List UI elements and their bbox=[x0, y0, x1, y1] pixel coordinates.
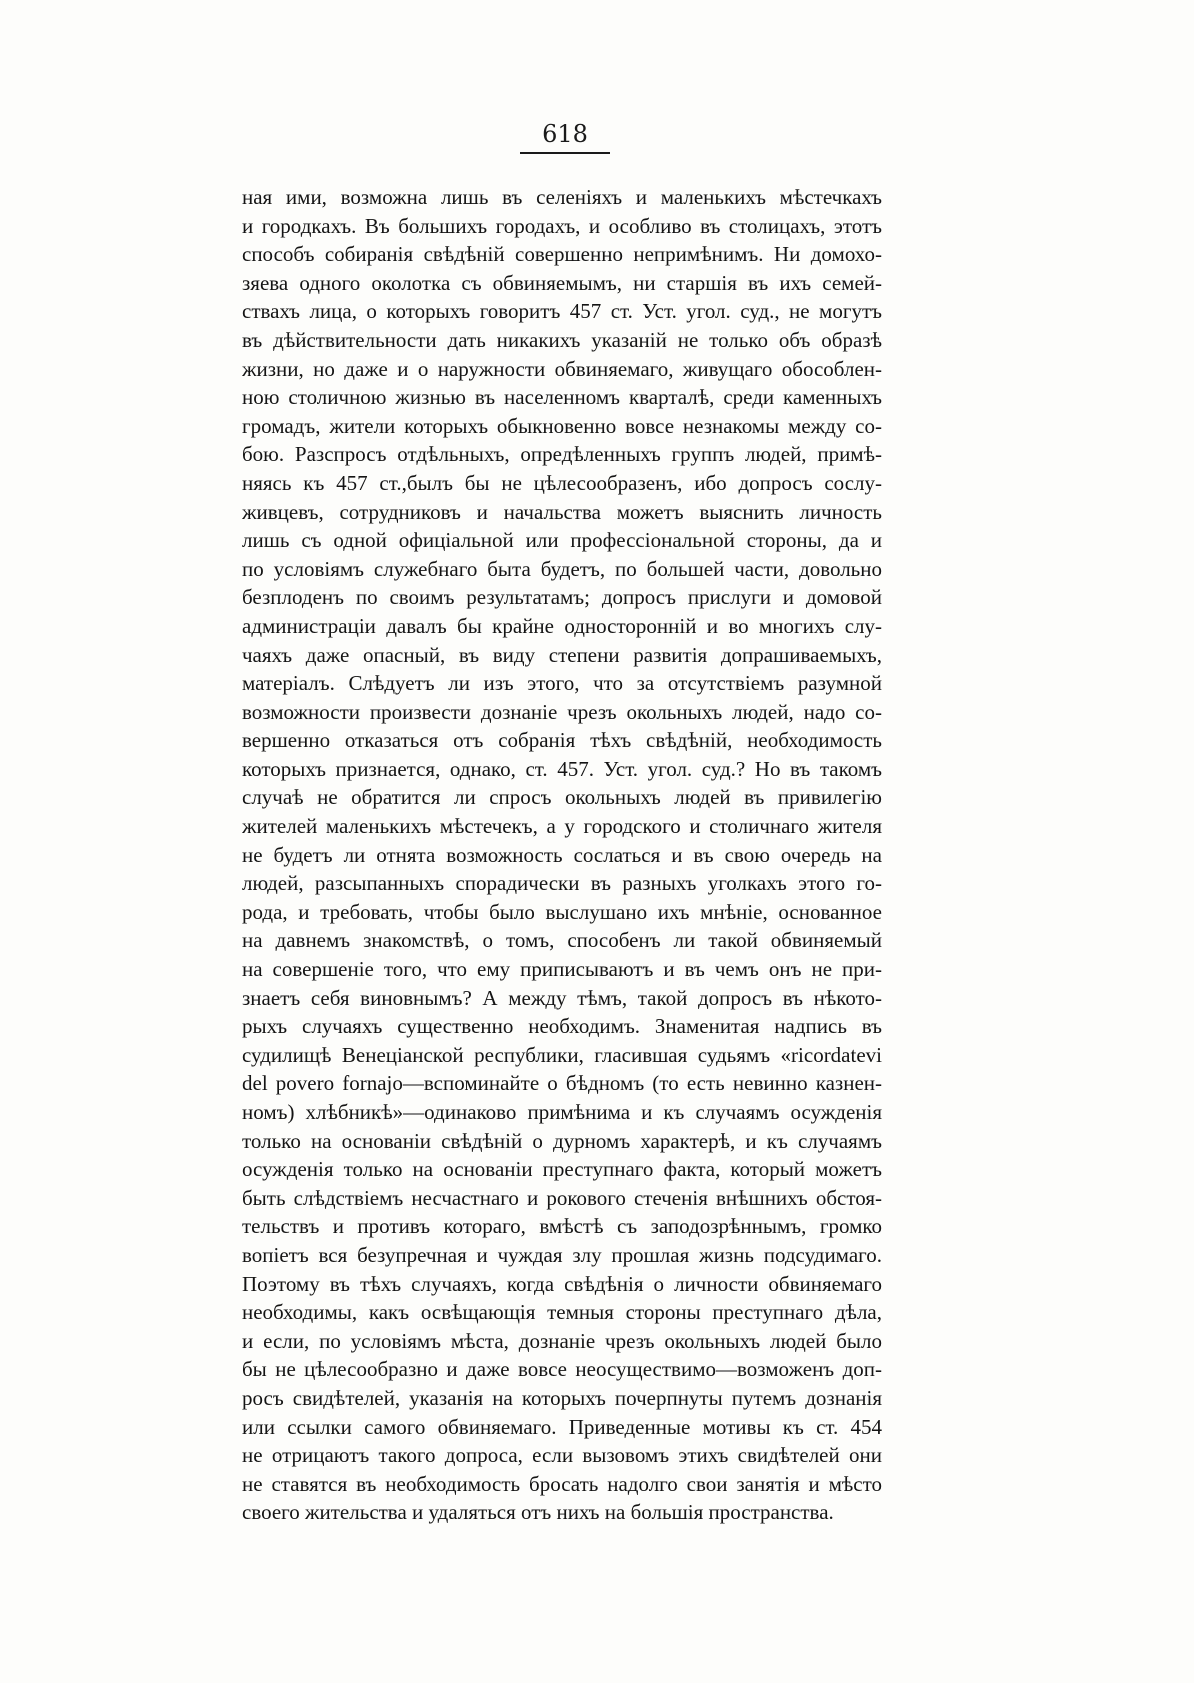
text-line: на совершеніе того, что ему приписываютъ и въ чемъ онъ не при- bbox=[242, 957, 882, 982]
text-line: рыхъ случаяхъ существенно необходимъ. Знаменитая надпись въ bbox=[242, 1014, 882, 1039]
text-line: вершенно отказаться отъ собранія тѣхъ свѣдѣній, необходимость bbox=[242, 728, 882, 753]
text-line: бы не цѣлесообразно и даже вовсе неосуществимо—возможенъ доп- bbox=[242, 1357, 882, 1382]
page-number: 618 bbox=[520, 120, 610, 154]
text-line: номъ) хлѣбникѣ»—одинаково примѣнима и къ случаямъ осужденія bbox=[242, 1100, 882, 1124]
text-line: которыхъ признается, однако, ст. 457. Уст. угол. суд.? Но въ такомъ bbox=[242, 756, 882, 781]
text-line: необходимы, какъ освѣщающія темныя стороны преступнаго дѣла, bbox=[242, 1300, 882, 1325]
text-line: своего жительства и удаляться отъ нихъ на большія пространства. bbox=[242, 1500, 834, 1525]
text-line: лишь съ одной офиціальной или профессіональной стороны, да и bbox=[242, 528, 882, 553]
text-line: случаѣ не обратится ли спросъ окольныхъ людей въ привилегію bbox=[242, 785, 882, 810]
text-line: громадъ, жители которыхъ обыкновенно вовсе незнакомы между со- bbox=[242, 413, 882, 438]
text-line: администраціи давалъ бы крайне односторонній и во многихъ слу- bbox=[242, 613, 882, 638]
text-line: ствахъ лица, о которыхъ говоритъ 457 ст. Уст. угол. суд., не могутъ bbox=[242, 299, 882, 324]
text-line: вопіетъ вся безупречная и чуждая злу прошлая жизнь подсудимаго. bbox=[242, 1242, 882, 1267]
text-line: судилищѣ Венеціанской республики, гласившая судьямъ «ricordatevi bbox=[242, 1042, 882, 1067]
text-line: чаяхъ даже опасный, въ виду степени развитія допрашиваемыхъ, bbox=[242, 642, 882, 667]
text-line: живцевъ, сотрудниковъ и начальства можетъ выяснить личность bbox=[242, 499, 882, 524]
text-line: не ставятся въ необходимость бросать надолго свои занятія и мѣсто bbox=[242, 1471, 882, 1496]
text-line: по условіямъ служебнаго быта будетъ, по большей части, довольно bbox=[242, 556, 882, 581]
text-line: тельствъ и противъ котораго, вмѣстѣ съ заподозрѣннымъ, громко bbox=[242, 1214, 882, 1239]
text-line: матеріалъ. Слѣдуетъ ли изъ этого, что за отсутствіемъ разумной bbox=[242, 671, 882, 696]
text-line: безплоденъ по своимъ результатамъ; допросъ прислуги и домовой bbox=[242, 585, 882, 610]
text-line: осужденія только на основаніи преступнаго факта, который можетъ bbox=[242, 1157, 882, 1182]
text-line: жителей маленькихъ мѣстечекъ, а у городского и столичнаго жителя bbox=[242, 814, 882, 839]
text-line: знаетъ себя виновнымъ? А между тѣмъ, такой допросъ въ нѣкото- bbox=[242, 985, 882, 1010]
text-line: не будетъ ли отнята возможность сослаться и въ свою очередь на bbox=[242, 842, 882, 867]
text-line: на давнемъ знакомствѣ, о томъ, способенъ ли такой обвиняемый bbox=[242, 928, 882, 953]
text-line: няясь къ 457 ст.,былъ бы не цѣлесообразенъ, ибо допросъ сослу- bbox=[242, 470, 882, 495]
text-line: зяева одного околотка съ обвиняемымъ, ни старшія въ ихъ семей- bbox=[242, 270, 882, 295]
text-line: Поэтому въ тѣхъ случаяхъ, когда свѣдѣнія о личности обвиняемаго bbox=[242, 1271, 882, 1296]
text-line: въ дѣйствительности дать никакихъ указаній не только объ образѣ bbox=[242, 327, 882, 352]
body-text bbox=[242, 183, 882, 1527]
text-line: бою. Разспросъ отдѣльныхъ, опредѣленныхъ группъ людей, примѣ- bbox=[242, 442, 882, 467]
text-line: только на основаніи свѣдѣній о дурномъ характерѣ, и къ случаямъ bbox=[242, 1128, 882, 1153]
text-line: не отрицаютъ такого допроса, если вызовомъ этихъ свидѣтелей они bbox=[242, 1443, 882, 1468]
text-line: способъ собиранія свѣдѣній совершенно непримѣнимъ. Ни домохо- bbox=[242, 242, 882, 267]
text-line: возможности произвести дознаніе чрезъ окольныхъ людей, надо со- bbox=[242, 699, 882, 724]
text-line: ная ими, возможна лишь въ селеніяхъ и маленькихъ мѣстечкахъ bbox=[242, 185, 882, 209]
text-line: рода, и требовать, чтобы было выслушано ихъ мнѣніе, основанное bbox=[242, 899, 882, 924]
text-line: людей, разсыпанныхъ спорадически въ разныхъ уголкахъ этого го- bbox=[242, 871, 882, 896]
text-line: жизни, но даже и о наружности обвиняемаго, живущаго обособлен- bbox=[242, 356, 882, 381]
text-line: и если, по условіямъ мѣста, дознаніе чрезъ окольныхъ людей было bbox=[242, 1328, 882, 1353]
text-line: или ссылки самого обвиняемаго. Приведенные мотивы къ ст. 454 bbox=[242, 1414, 882, 1439]
text-line: ною столичною жизнью въ населенномъ кварталѣ, среди каменныхъ bbox=[242, 385, 882, 410]
text-line: del povero fornajo—вспоминайте о бѣдномъ (то есть невинно казнен- bbox=[242, 1071, 882, 1096]
text-line: росъ свидѣтелей, указанія на которыхъ почерпнуты путемъ дознанія bbox=[242, 1385, 882, 1410]
text-line: быть слѣдствіемъ несчастнаго и рокового стеченія внѣшнихъ обстоя- bbox=[242, 1185, 882, 1210]
text-line: и городкахъ. Въ большихъ городахъ, и особливо въ столицахъ, этотъ bbox=[242, 213, 882, 238]
